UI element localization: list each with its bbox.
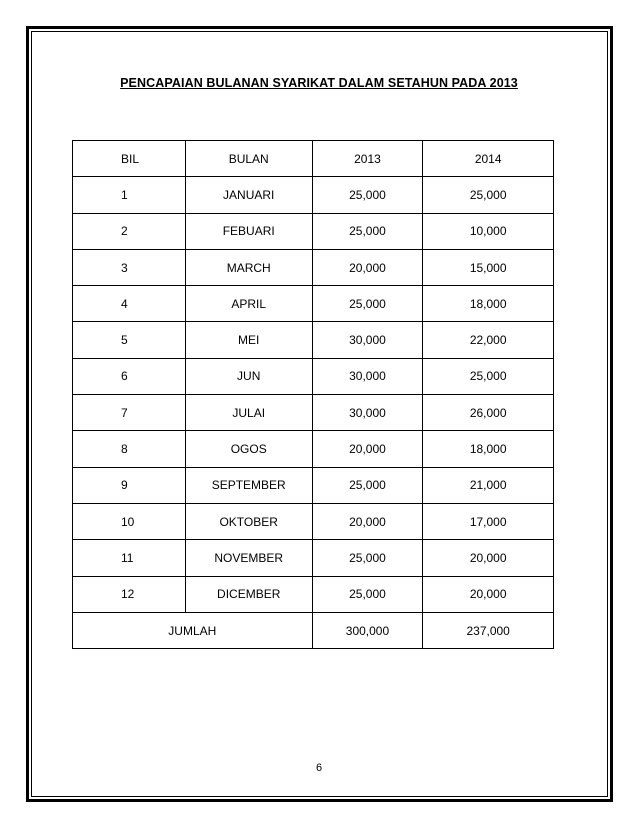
row-bil-cell: 7: [73, 395, 186, 431]
table-row: [73, 177, 554, 213]
row-bil-cell: 8: [73, 431, 186, 467]
row-2014-cell: 18,000: [423, 286, 554, 322]
table-total-row: [73, 612, 554, 648]
row-2014-cell: 21,000: [423, 467, 554, 503]
row-2014-cell: 25,000: [423, 177, 554, 213]
header-bulan: BULAN: [185, 141, 312, 177]
monthly-performance-table: [72, 140, 554, 649]
table-row: [73, 467, 554, 503]
row-2014-cell: 17,000: [423, 503, 554, 539]
page-number: 6: [315, 762, 323, 774]
row-bil-cell: 12: [73, 576, 186, 612]
row-2013-cell: 30,000: [312, 358, 423, 394]
row-2013-cell: 20,000: [312, 249, 423, 285]
table-row: [73, 503, 554, 539]
table-row: [73, 249, 554, 285]
row-2014-cell: 20,000: [423, 576, 554, 612]
row-2014-cell: 20,000: [423, 540, 554, 576]
row-bulan-cell: OKTOBER: [185, 503, 312, 539]
row-2013-cell: 30,000: [312, 322, 423, 358]
row-bil-cell: 9: [73, 467, 186, 503]
total-2014: 237,000: [423, 612, 554, 648]
header-2014: 2014: [423, 141, 554, 177]
row-bulan-cell: FEBUARI: [185, 213, 312, 249]
row-2013-cell: 25,000: [312, 286, 423, 322]
row-2013-cell: 20,000: [312, 503, 423, 539]
total-2013: 300,000: [312, 612, 423, 648]
row-2013-cell: 25,000: [312, 576, 423, 612]
row-2014-cell: 10,000: [423, 213, 554, 249]
table-row: [73, 213, 554, 249]
header-bil: BIL: [73, 141, 186, 177]
total-label: JUMLAH: [73, 612, 313, 648]
row-bulan-cell: DICEMBER: [185, 576, 312, 612]
row-bulan-cell: JULAI: [185, 395, 312, 431]
table-row: [73, 540, 554, 576]
table-row: [73, 358, 554, 394]
row-bil-cell: 1: [73, 177, 186, 213]
table-header-row: [73, 141, 554, 177]
row-bulan-cell: MEI: [185, 322, 312, 358]
row-bulan-cell: SEPTEMBER: [185, 467, 312, 503]
row-bulan-cell: OGOS: [185, 431, 312, 467]
row-2014-cell: 18,000: [423, 431, 554, 467]
document-title: PENCAPAIAN BULANAN SYARIKAT DALAM SETAHUN PADA 2013: [120, 76, 518, 90]
table-row: [73, 431, 554, 467]
row-2013-cell: 30,000: [312, 395, 423, 431]
table-row: [73, 576, 554, 612]
row-2014-cell: 25,000: [423, 358, 554, 394]
row-bil-cell: 4: [73, 286, 186, 322]
row-2013-cell: 25,000: [312, 540, 423, 576]
row-bulan-cell: NOVEMBER: [185, 540, 312, 576]
row-bulan-cell: JUN: [185, 358, 312, 394]
table-row: [73, 286, 554, 322]
row-bulan-cell: JANUARI: [185, 177, 312, 213]
row-2013-cell: 25,000: [312, 213, 423, 249]
row-2014-cell: 15,000: [423, 249, 554, 285]
row-bil-cell: 5: [73, 322, 186, 358]
row-2014-cell: 22,000: [423, 322, 554, 358]
row-bil-cell: 2: [73, 213, 186, 249]
row-2013-cell: 25,000: [312, 177, 423, 213]
row-bil-cell: 6: [73, 358, 186, 394]
row-bulan-cell: APRIL: [185, 286, 312, 322]
row-2013-cell: 20,000: [312, 431, 423, 467]
row-bil-cell: 3: [73, 249, 186, 285]
row-2014-cell: 26,000: [423, 395, 554, 431]
row-bulan-cell: MARCH: [185, 249, 312, 285]
table-row: [73, 395, 554, 431]
row-2013-cell: 25,000: [312, 467, 423, 503]
header-2013: 2013: [312, 141, 423, 177]
row-bil-cell: 11: [73, 540, 186, 576]
row-bil-cell: 10: [73, 503, 186, 539]
table-row: [73, 322, 554, 358]
